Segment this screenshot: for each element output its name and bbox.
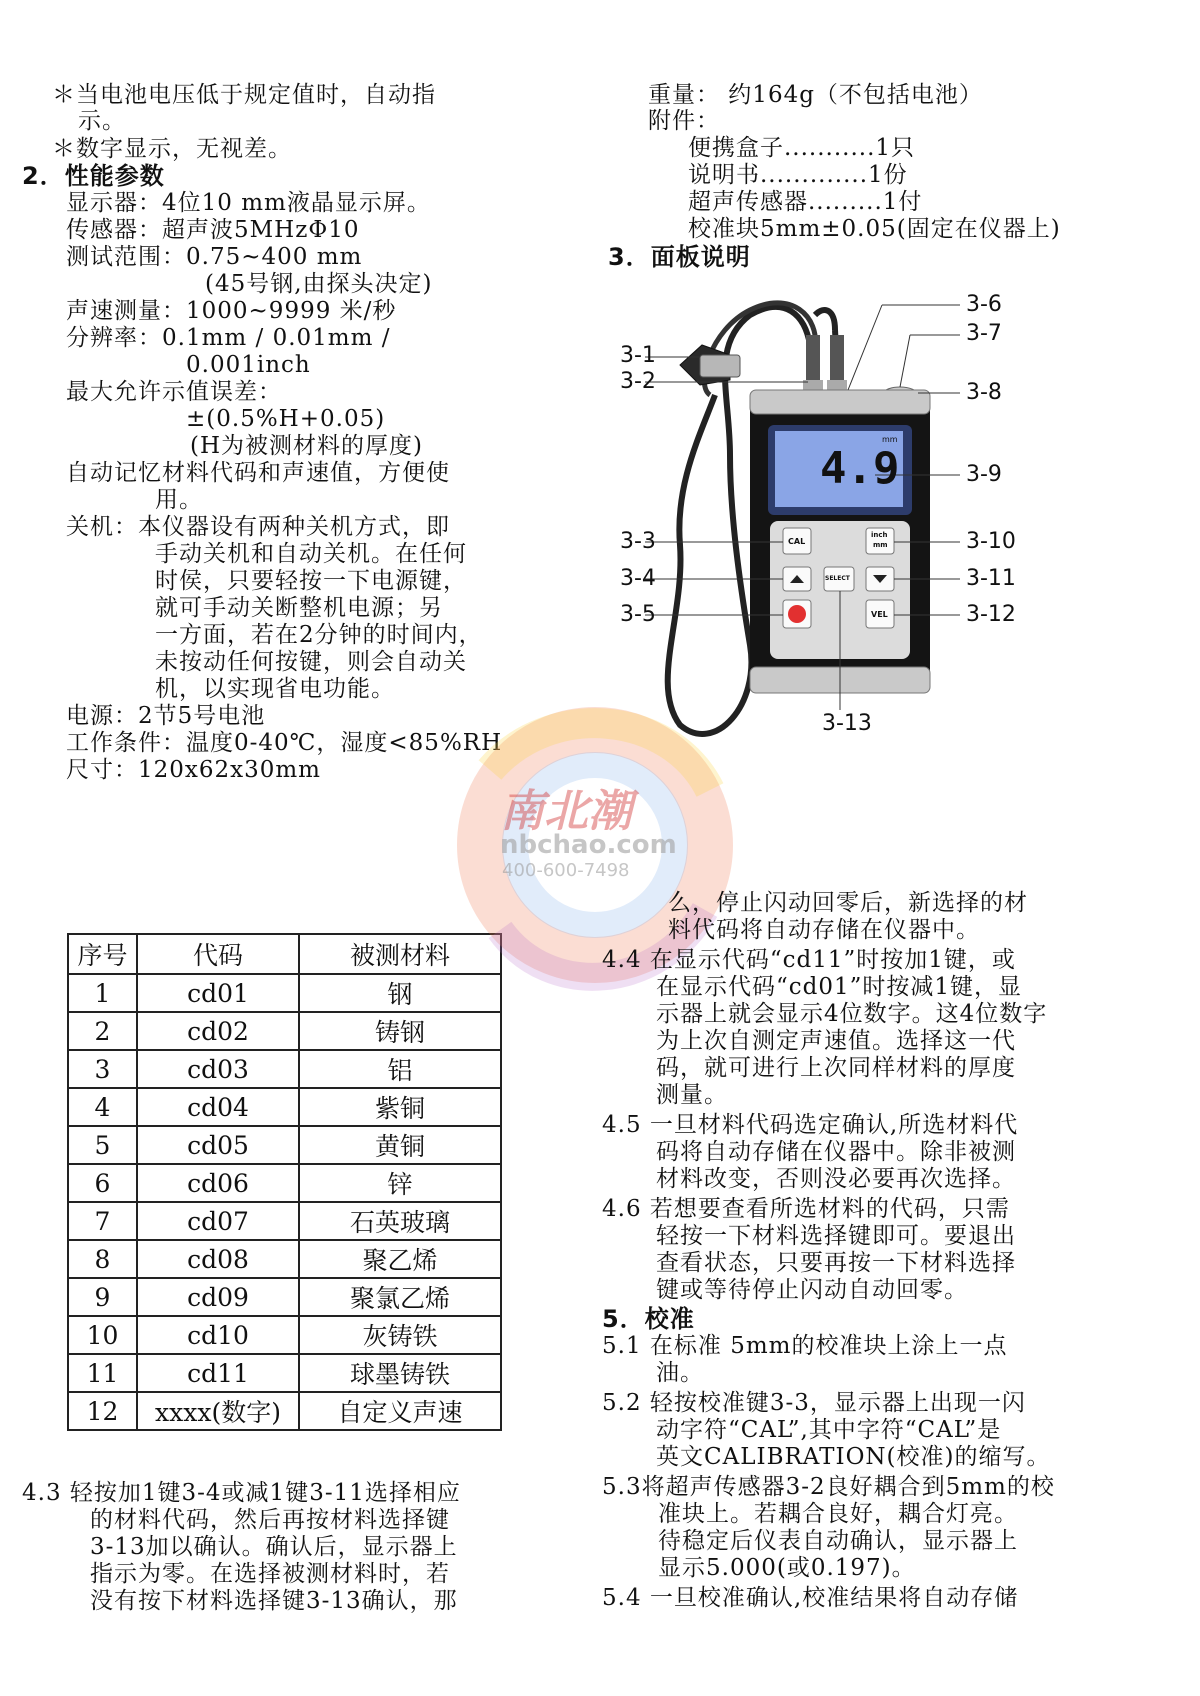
table-row bbox=[68, 1354, 501, 1392]
watermark-phone: 400-600-7498 bbox=[502, 860, 630, 881]
paragraph-line: 键或等待停止闪动自动回零。 bbox=[656, 1277, 968, 1303]
section-heading-performance: 2．性能参数 bbox=[22, 162, 165, 190]
spec-line: 声速测量：1000~9999 米/秒 bbox=[66, 298, 397, 324]
lcd-unit-label: mm bbox=[882, 435, 898, 444]
spec-line: 最大允许示值误差： bbox=[66, 379, 282, 405]
material-code-table bbox=[67, 933, 502, 1431]
vel-button-label: VEL bbox=[871, 610, 888, 619]
row-number: 2 bbox=[68, 1012, 137, 1050]
row-number: 7 bbox=[68, 1202, 137, 1240]
feature-line: ＊数字显示，无视差。 bbox=[52, 136, 292, 162]
spec-line: 电源：2节5号电池 bbox=[66, 703, 266, 729]
table-row bbox=[68, 1012, 501, 1050]
paragraph-line: 没有按下材料选择键3-13确认，那 bbox=[90, 1588, 458, 1614]
calibration-line: 5.1 在标准 5mm的校准块上涂上一点 bbox=[602, 1333, 1008, 1359]
callout-3-3: 3-3 bbox=[620, 529, 656, 554]
material-name: 锌 bbox=[299, 1164, 501, 1202]
column-header: 被测材料 bbox=[299, 934, 501, 974]
spec-line: 自动记忆材料代码和声速值，方便使 bbox=[66, 460, 450, 486]
paragraph-line: 材料改变，否则没必要再次选择。 bbox=[656, 1166, 1016, 1192]
material-code: cd08 bbox=[137, 1240, 299, 1278]
table-row bbox=[68, 1088, 501, 1126]
inch-button-label: inch bbox=[871, 531, 888, 539]
column-header: 代码 bbox=[137, 934, 299, 974]
spec-line: 时侯，只要轻按一下电源键， bbox=[155, 568, 467, 594]
callout-3-12: 3-12 bbox=[966, 602, 1016, 627]
spec-line: 机，以实现省电功能。 bbox=[155, 676, 395, 702]
table-row bbox=[68, 1050, 501, 1088]
accessories-label: 附件： bbox=[648, 108, 720, 134]
weight-line: 重量： 约164g（不包括电池） bbox=[648, 82, 983, 108]
spec-line: 用。 bbox=[155, 487, 203, 513]
callout-3-6: 3-6 bbox=[966, 292, 1002, 317]
feature-line: ＊当电池电压低于规定值时，自动指 bbox=[52, 82, 436, 108]
section-heading-calibration: 5．校准 bbox=[602, 1305, 695, 1333]
spec-line: 0.001inch bbox=[186, 352, 311, 378]
spec-line: 显示器：4位10 mm液晶显示屏。 bbox=[66, 190, 431, 216]
spec-line: 分辨率：0.1mm / 0.01mm / bbox=[66, 325, 391, 351]
paragraph-line: 指示为零。在选择被测材料时，若 bbox=[90, 1561, 450, 1587]
paragraph-line: 4.3 轻按加1键3-4或减1键3-11选择相应 bbox=[22, 1480, 461, 1506]
table-row bbox=[68, 1202, 501, 1240]
table-row bbox=[68, 1240, 501, 1278]
spec-line: (45号钢,由探头决定) bbox=[205, 271, 433, 297]
paragraph-line: 么，停止闪动回零后，新选择的材 bbox=[668, 890, 1028, 916]
spec-line: 工作条件：温度0-40℃，湿度<85%RH bbox=[66, 730, 503, 756]
row-number: 5 bbox=[68, 1126, 137, 1164]
spec-line: 关机：本仪器设有两种关机方式，即 bbox=[66, 514, 450, 540]
row-number: 10 bbox=[68, 1316, 137, 1354]
select-button-label: SELECT bbox=[825, 575, 850, 582]
watermark-domain: nbchao.com bbox=[500, 830, 677, 860]
callout-3-1: 3-1 bbox=[620, 343, 656, 368]
column-header: 序号 bbox=[68, 934, 137, 974]
material-name: 钢 bbox=[299, 974, 501, 1012]
row-number: 4 bbox=[68, 1088, 137, 1126]
material-name: 黄铜 bbox=[299, 1126, 501, 1164]
callout-3-10: 3-10 bbox=[966, 529, 1016, 554]
table-row bbox=[68, 1126, 501, 1164]
callout-3-13: 3-13 bbox=[822, 711, 872, 736]
callout-3-8: 3-8 bbox=[966, 380, 1002, 405]
spec-line: ±(0.5%H+0.05) bbox=[186, 406, 386, 432]
material-code: cd03 bbox=[137, 1050, 299, 1088]
calibration-line: 油。 bbox=[656, 1360, 704, 1386]
spec-line: 未按动任何按键，则会自动关 bbox=[155, 649, 467, 675]
material-name: 铸钢 bbox=[299, 1012, 501, 1050]
paragraph-line: 的材料代码，然后再按材料选择键 bbox=[90, 1507, 450, 1533]
material-code: cd09 bbox=[137, 1278, 299, 1316]
material-name: 石英玻璃 bbox=[299, 1202, 501, 1240]
row-number: 9 bbox=[68, 1278, 137, 1316]
row-number: 12 bbox=[68, 1392, 137, 1430]
material-code: cd05 bbox=[137, 1126, 299, 1164]
material-code: cd10 bbox=[137, 1316, 299, 1354]
table-row bbox=[68, 1316, 501, 1354]
feature-line: 示。 bbox=[78, 108, 126, 134]
paragraph-line: 4.4 在显示代码“cd11”时按加1键，或 bbox=[602, 947, 1016, 973]
material-code: cd06 bbox=[137, 1164, 299, 1202]
spec-line: 一方面，若在2分钟的时间内， bbox=[155, 622, 483, 648]
paragraph-line: 码将自动存储在仪器中。除非被测 bbox=[656, 1139, 1016, 1165]
table-row bbox=[68, 1164, 501, 1202]
spec-line: 手动关机和自动关机。在任何 bbox=[155, 541, 467, 567]
callout-3-4: 3-4 bbox=[620, 566, 656, 591]
material-name: 铝 bbox=[299, 1050, 501, 1088]
calibration-line: 5.4 一旦校准确认,校准结果将自动存储 bbox=[602, 1585, 1019, 1611]
calibration-line: 显示5.000(或0.197)。 bbox=[658, 1555, 916, 1581]
calibration-line: 待稳定后仪表自动确认，显示器上 bbox=[658, 1528, 1018, 1554]
mm-button-label: mm bbox=[873, 541, 888, 549]
material-name: 球墨铸铁 bbox=[299, 1354, 501, 1392]
paragraph-line: 码，就可进行上次同样材料的厚度 bbox=[656, 1055, 1016, 1081]
cal-button-label: CAL bbox=[788, 537, 806, 546]
paragraph-line: 查看状态，只要再按一下材料选择 bbox=[656, 1250, 1016, 1276]
paragraph-line: 4.6 若想要查看所选材料的代码，只需 bbox=[602, 1196, 1010, 1222]
accessory-item: 校准块5mm±0.05(固定在仪器上) bbox=[688, 216, 1061, 242]
spec-line: 测试范围：0.75~400 mm bbox=[66, 244, 363, 270]
calibration-line: 5.2 轻按校准键3-3，显示器上出现一闪 bbox=[602, 1390, 1026, 1416]
accessory-item: 说明书.............1份 bbox=[688, 162, 908, 188]
paragraph-line: 3-13加以确认。确认后，显示器上 bbox=[90, 1534, 458, 1560]
table-row bbox=[68, 1392, 501, 1430]
spec-line: 就可手动关断整机电源；另 bbox=[155, 595, 443, 621]
spec-line: 传感器：超声波5MHzΦ10 bbox=[66, 217, 360, 243]
paragraph-line: 示器上就会显示4位数字。这4位数字 bbox=[656, 1001, 1048, 1027]
material-name: 紫铜 bbox=[299, 1088, 501, 1126]
spec-line: (H为被测材料的厚度) bbox=[190, 433, 424, 459]
paragraph-line: 料代码将自动存储在仪器中。 bbox=[668, 917, 980, 943]
table-body bbox=[68, 974, 501, 1430]
spec-line: 尺寸：120x62x30mm bbox=[66, 757, 321, 783]
table-row bbox=[68, 1278, 501, 1316]
material-name: 聚氯乙烯 bbox=[299, 1278, 501, 1316]
calibration-line: 5.3将超声传感器3-2良好耦合到5mm的校 bbox=[602, 1474, 1055, 1500]
calibration-line: 准块上。若耦合良好，耦合灯亮。 bbox=[658, 1501, 1018, 1527]
material-code: cd07 bbox=[137, 1202, 299, 1240]
right-column-lower bbox=[600, 0, 1200, 1696]
section-heading-panel: 3．面板说明 bbox=[608, 243, 751, 271]
callout-3-11: 3-11 bbox=[966, 566, 1016, 591]
lcd-reading: 4.9 bbox=[820, 443, 900, 494]
row-number: 8 bbox=[68, 1240, 137, 1278]
callout-3-2: 3-2 bbox=[620, 369, 656, 394]
table-row bbox=[68, 974, 501, 1012]
row-number: 11 bbox=[68, 1354, 137, 1392]
paragraph-line: 4.5 一旦材料代码选定确认,所选材料代 bbox=[602, 1112, 1019, 1138]
material-code: cd11 bbox=[137, 1354, 299, 1392]
callout-3-7: 3-7 bbox=[966, 321, 1002, 346]
row-number: 3 bbox=[68, 1050, 137, 1088]
accessory-item: 超声传感器.........1付 bbox=[688, 189, 923, 215]
material-name: 聚乙烯 bbox=[299, 1240, 501, 1278]
row-number: 6 bbox=[68, 1164, 137, 1202]
paragraph-line: 测量。 bbox=[656, 1082, 728, 1108]
calibration-line: 英文CALIBRATION(校准)的缩写。 bbox=[656, 1444, 1051, 1470]
material-name: 灰铸铁 bbox=[299, 1316, 501, 1354]
material-name: 自定义声速 bbox=[299, 1392, 501, 1430]
material-code: cd04 bbox=[137, 1088, 299, 1126]
calibration-line: 动字符“CAL”,其中字符“CAL”是 bbox=[656, 1417, 1002, 1443]
material-code: cd01 bbox=[137, 974, 299, 1012]
callout-3-5: 3-5 bbox=[620, 602, 656, 627]
table-header-row bbox=[68, 934, 501, 974]
material-code: cd02 bbox=[137, 1012, 299, 1050]
paragraph-line: 轻按一下材料选择键即可。要退出 bbox=[656, 1223, 1016, 1249]
paragraph-line: 为上次自测定声速值。选择这一代 bbox=[656, 1028, 1016, 1054]
watermark-name: 南北潮 bbox=[500, 786, 632, 837]
row-number: 1 bbox=[68, 974, 137, 1012]
accessory-item: 便携盒子...........1只 bbox=[688, 135, 916, 161]
material-code: xxxx(数字) bbox=[137, 1392, 299, 1430]
paragraph-line: 在显示代码“cd01”时按减1键，显 bbox=[656, 974, 1023, 1000]
callout-3-9: 3-9 bbox=[966, 462, 1002, 487]
